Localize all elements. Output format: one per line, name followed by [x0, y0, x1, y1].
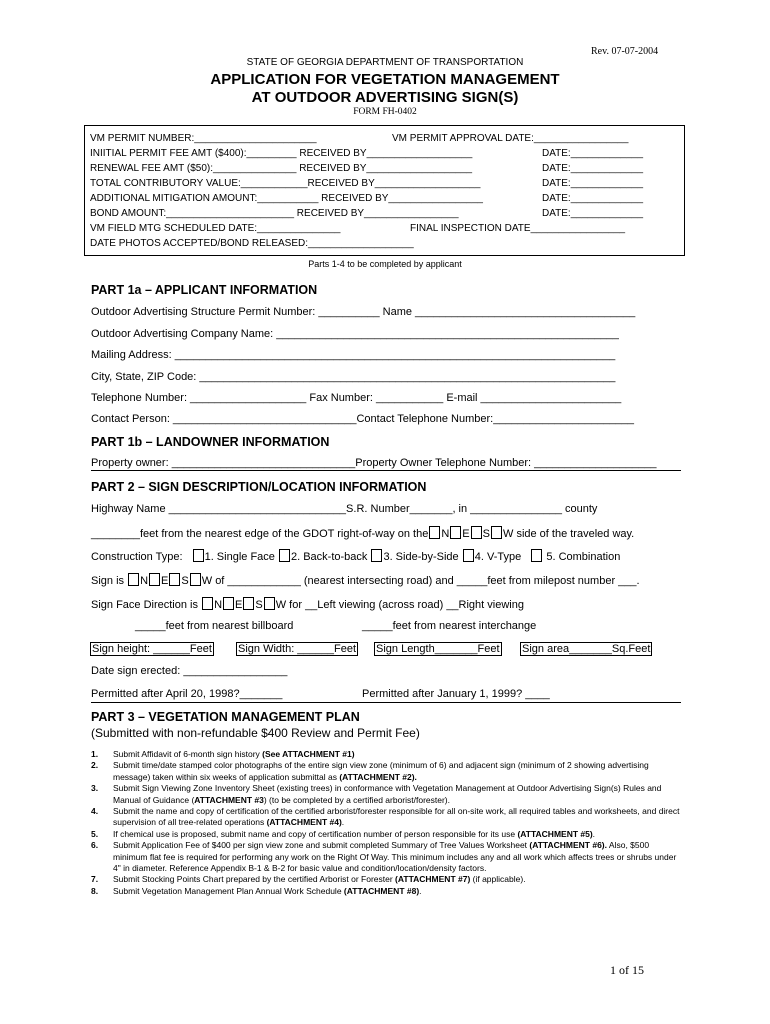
interchange-distance-field[interactable]: _____feet from nearest interchange — [362, 620, 537, 632]
bond-amount-field[interactable]: BOND AMOUNT:_______________________ RECEIVED BY_________________ — [90, 208, 459, 219]
city-state-zip-field[interactable]: City, State, ZIP Code: ____________________________________________________________________ — [91, 371, 616, 383]
telephone-fax-email-field[interactable]: Telephone Number: ___________________ Fax Number: ___________ E-mail _______________________ — [91, 392, 622, 404]
back-to-back-label: 2. Back-to-back — [290, 551, 368, 563]
renewal-fee-field[interactable]: RENEWAL FEE AMT ($50):_______________ RECEIVED BY___________________ — [90, 163, 473, 174]
face-south-checkbox[interactable] — [243, 597, 254, 610]
side-suffix: side of the traveled way. — [516, 528, 635, 540]
right-viewing-field[interactable]: __Right viewing — [446, 599, 524, 611]
face-east-checkbox[interactable] — [223, 597, 234, 610]
part-3-subheading: (Submitted with non-refundable $400 Review and Permit Fee) — [91, 726, 420, 740]
gdot-row — [91, 526, 634, 540]
sign-width-field[interactable]: Sign Width: ______Feet — [238, 643, 357, 655]
list-item: 4. Submit the name and copy of certification of the certified arborist/forester responsible for all on-site work, all required tables and worksheets, and direct supervision of all tree-related operations (ATTACHMENT #4). — [91, 806, 680, 828]
billboard-distance-field[interactable]: _____feet from nearest billboard — [135, 620, 294, 632]
west-label: W — [275, 599, 287, 611]
side-by-side-checkbox[interactable] — [371, 549, 382, 562]
mitigation-date-field[interactable]: DATE:_____________ — [542, 193, 644, 204]
east-label: E — [462, 528, 470, 540]
property-owner-field[interactable]: Property owner: ______________________________Property Owner Telephone Number: ____________________ — [91, 457, 657, 469]
list-item: 3. Submit Sign Viewing Zone Inventory Sheet (existing trees) in conformance with Vegetation Management at Outdoor Advertising Sign(s) Rules and Manual of Guidance (ATTACHMENT #3) (to be completed by a certified arborist/forester). — [91, 783, 662, 805]
gdot-east-checkbox[interactable] — [450, 526, 461, 539]
gdot-south-checkbox[interactable] — [471, 526, 482, 539]
construction-type-label: Construction Type: — [91, 551, 183, 563]
contributory-date-field[interactable]: DATE:_____________ — [542, 178, 644, 189]
for-label: for — [289, 599, 302, 611]
v-type-label: 4. V-Type — [474, 551, 522, 563]
total-contributory-value-field[interactable]: TOTAL CONTRIBUTORY VALUE:____________RECEIVED BY___________________ — [90, 178, 481, 189]
list-item: 7. Submit Stocking Points Chart prepared by the certified Arborist or Forester (ATTACHMENT #7) (if applicable). — [91, 874, 526, 885]
face-direction-row — [91, 597, 524, 611]
list-item: 5. If chemical use is proposed, submit name and copy of certification number of person responsible for its use (ATTACHMENT #5). — [91, 828, 596, 839]
list-item: 8. Submit Vegetation Management Plan Annual Work Schedule (ATTACHMENT #8). — [91, 885, 422, 896]
list-item: 6. Submit Application Fee of $400 per sign view zone and submit completed Summary of Tree Values Worksheet (ATTACHMENT #6). Also, $500 minimum flat fee is required for performing any work on the Right Of Way. This minimum includes any and all work which affects trees or shrubs under 4" in diameter. Reference Appendix B-1 & B-2 for basic value and condition/location/density factors. — [91, 840, 677, 874]
north-label: N — [441, 528, 450, 540]
feet-from-gdot-field[interactable]: ________feet from the nearest edge of the GDOT right-of-way on the — [91, 528, 429, 540]
revision-date: Rev. 07-07-2004 — [591, 46, 659, 57]
north-label: N — [214, 599, 223, 611]
mailing-address-field[interactable]: Mailing Address: ________________________________________________________________________ — [91, 349, 616, 361]
sign-west-checkbox[interactable] — [190, 573, 201, 586]
list-item: 2. Submit time/date stamped color photographs of the entire sign view zone (minimum of 6) and adjacent sign (minimum of 2 showing advertising message) taken within six weeks of application submittal as (ATTACHMENT #2). — [91, 760, 649, 782]
part-2-heading: PART 2 – SIGN DESCRIPTION/LOCATION INFORMATION — [91, 480, 427, 494]
date-erected-field[interactable]: Date sign erected: _________________ — [91, 665, 288, 677]
face-north-checkbox[interactable] — [202, 597, 213, 610]
south-label: S — [482, 528, 490, 540]
form-title-line2: AT OUTDOOR ADVERTISING SIGN(S) — [251, 89, 519, 106]
construction-type-row — [91, 549, 620, 563]
west-label: W — [502, 528, 514, 540]
highway-sr-county-field[interactable]: Highway Name _____________________________S.R. Number_______, in _______________ county — [91, 503, 598, 515]
south-label: S — [255, 599, 263, 611]
final-inspection-date-field[interactable]: FINAL INSPECTION DATE_________________ — [410, 223, 626, 234]
gdot-west-checkbox[interactable] — [491, 526, 502, 539]
page-number: 1 of 15 — [610, 963, 644, 977]
east-label: E — [235, 599, 243, 611]
part-1b-heading: PART 1b – LANDOWNER INFORMATION — [91, 435, 330, 449]
intersecting-road-milepost-field[interactable]: of ____________ (nearest intersecting road) and _____feet from milepost number ___. — [215, 575, 640, 587]
left-viewing-field[interactable]: __Left viewing (across road) — [305, 599, 444, 611]
attachment-list — [91, 749, 681, 897]
sign-area-field[interactable]: Sign area_______Sq.Feet — [522, 643, 651, 655]
single-face-checkbox[interactable] — [193, 549, 204, 562]
part-3-heading: PART 3 – VEGETATION MANAGEMENT PLAN — [91, 710, 360, 724]
vm-permit-number-field[interactable]: VM PERMIT NUMBER:______________________ — [90, 133, 317, 144]
contact-person-field[interactable]: Contact Person: ______________________________Contact Telephone Number:_______________________ — [91, 413, 634, 425]
combination-checkbox[interactable] — [531, 549, 542, 562]
photos-accepted-date-field[interactable]: DATE PHOTOS ACCEPTED/BOND RELEASED:___________________ — [90, 238, 414, 249]
department-name: STATE OF GEORGIA DEPARTMENT OF TRANSPORTATION — [246, 57, 524, 68]
north-label: N — [140, 575, 149, 587]
south-label: S — [181, 575, 189, 587]
sign-is-label: Sign is — [91, 575, 125, 587]
section-divider — [91, 470, 681, 471]
sign-north-checkbox[interactable] — [128, 573, 139, 586]
form-number: FORM FH-0402 — [353, 107, 417, 117]
west-label: W — [201, 575, 213, 587]
sign-south-checkbox[interactable] — [169, 573, 180, 586]
face-west-checkbox[interactable] — [264, 597, 275, 610]
back-to-back-checkbox[interactable] — [279, 549, 290, 562]
initial-permit-fee-field[interactable]: INIITIAL PERMIT FEE AMT ($400):_________ RECEIVED BY___________________ — [90, 148, 473, 159]
gdot-north-checkbox[interactable] — [429, 526, 440, 539]
structure-permit-name-field[interactable]: Outdoor Advertising Structure Permit Number: __________ Name ____________________________________ — [91, 306, 636, 318]
office-use-box — [84, 125, 685, 256]
side-by-side-label: 3. Side-by-Side — [383, 551, 459, 563]
sign-east-checkbox[interactable] — [149, 573, 160, 586]
company-name-field[interactable]: Outdoor Advertising Company Name: ________________________________________________________ — [91, 328, 619, 340]
renewal-fee-date-field[interactable]: DATE:_____________ — [542, 163, 644, 174]
applicant-note: Parts 1-4 to be completed by applicant — [308, 259, 462, 269]
permitted-1999-field[interactable]: Permitted after January 1, 1999? ____ — [362, 688, 550, 700]
east-label: E — [161, 575, 169, 587]
sign-is-row — [91, 573, 640, 587]
bond-date-field[interactable]: DATE:_____________ — [542, 208, 644, 219]
part-1a-heading: PART 1a – APPLICANT INFORMATION — [91, 283, 318, 297]
single-face-label: 1. Single Face — [204, 551, 275, 563]
sign-height-field[interactable]: Sign height: ______Feet — [92, 643, 212, 655]
form-title-line1: APPLICATION FOR VEGETATION MANAGEMENT — [210, 71, 560, 88]
vm-permit-approval-date-field[interactable]: VM PERMIT APPROVAL DATE:_________________ — [392, 133, 629, 144]
v-type-checkbox[interactable] — [463, 549, 474, 562]
additional-mitigation-field[interactable]: ADDITIONAL MITIGATION AMOUNT:___________ RECEIVED BY_________________ — [90, 193, 483, 204]
section-divider — [91, 702, 681, 703]
initial-fee-date-field[interactable]: DATE:_____________ — [542, 148, 644, 159]
combination-label: 5. Combination — [546, 551, 621, 563]
permitted-1998-field[interactable]: Permitted after April 20, 1998?_______ — [91, 688, 283, 700]
sign-length-field[interactable]: Sign Length_______Feet — [376, 643, 500, 655]
list-item: 1. Submit Affidavit of 6-month sign history (See ATTACHMENT #1) — [91, 749, 355, 759]
face-direction-label: Sign Face Direction is — [91, 599, 198, 611]
vm-field-mtg-date-field[interactable]: VM FIELD MTG SCHEDULED DATE:_______________ — [90, 223, 341, 234]
